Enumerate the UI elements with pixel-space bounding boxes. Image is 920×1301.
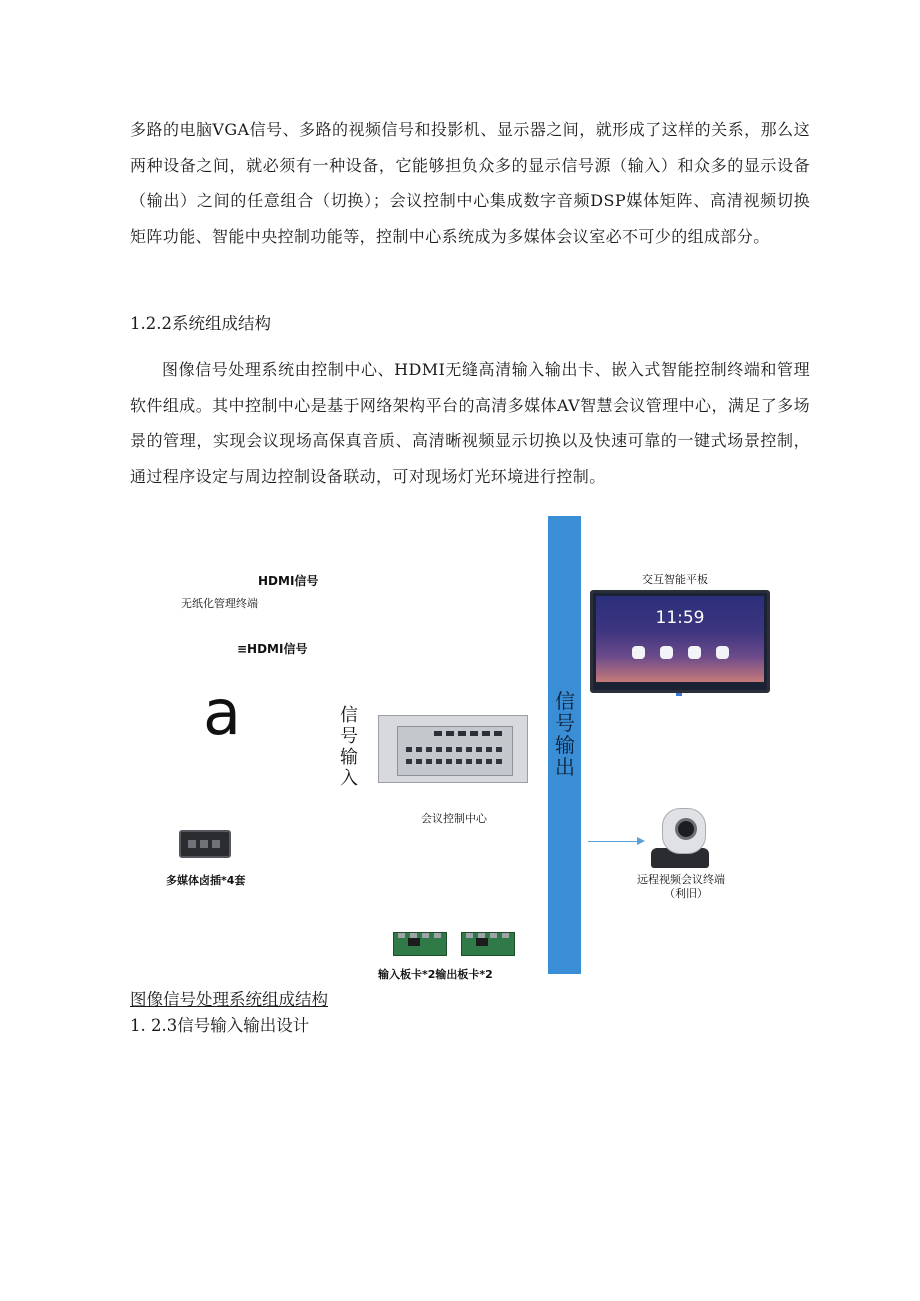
app-icon (632, 646, 645, 659)
remote-terminal-label: 远程视频会议终端 (637, 873, 725, 886)
control-center-device-image (378, 715, 528, 783)
panel-key (466, 759, 472, 764)
signal-output-label: 信号输出 (555, 689, 575, 779)
card-port (398, 933, 405, 938)
panel-button (446, 731, 454, 736)
card-port (422, 933, 429, 938)
io-cards-label: 输入板卡*2输出板卡*2 (378, 968, 493, 981)
figure-caption: 图像信号处理系统组成结构 (130, 990, 328, 1009)
floor-box-port (200, 840, 208, 848)
output-card-image (461, 932, 515, 956)
panel-key (456, 759, 462, 764)
panel-key (426, 759, 432, 764)
smart-panel-indicator (676, 693, 682, 696)
smart-panel-image (590, 590, 770, 693)
card-port (466, 933, 473, 938)
panel-key (476, 747, 482, 752)
app-icon (716, 646, 729, 659)
panel-button (482, 731, 490, 736)
panel-key (466, 747, 472, 752)
paragraph-system-composition: 图像信号处理系统由控制中心、HDMI无缝高清输入输出卡、嵌入式智能控制终端和管理软件组成。其中控制中心是基于网络架构平台的高清多媒体AV智慧会议管理中心，满足了多场景的管理，实现会议现场高保真音质、高清晰视频显示切换以及快速可靠的一键式场景控制，通过程序设定与周边控制设备联动，可对现场灯光环境进行控制。 (130, 360, 810, 486)
panel-button (458, 731, 466, 736)
panel-key (446, 759, 452, 764)
control-center-front-panel (397, 726, 513, 776)
panel-key (416, 759, 422, 764)
panel-key (476, 759, 482, 764)
panel-key (496, 759, 502, 764)
panel-key (416, 747, 422, 752)
smart-panel-screen (596, 596, 764, 682)
signal-input-label: 信号输入 (340, 705, 358, 789)
panel-key (436, 747, 442, 752)
card-port (490, 933, 497, 938)
panel-key (486, 747, 492, 752)
arrow-head-icon (637, 837, 645, 845)
camera-lens-icon (675, 818, 697, 840)
control-center-label: 会议控制中心 (421, 812, 487, 825)
app-icon (688, 646, 701, 659)
panel-button (434, 731, 442, 736)
panel-key (496, 747, 502, 752)
panel-key (406, 747, 412, 752)
system-structure-diagram (0, 500, 920, 1000)
panel-key (406, 759, 412, 764)
floor-box-port (212, 840, 220, 848)
arrow-line (588, 841, 640, 842)
panel-key (436, 759, 442, 764)
card-port (434, 933, 441, 938)
remote-terminal-sublabel: （利旧） (664, 887, 708, 900)
hdmi-signal-label: HDMI信号 (258, 574, 319, 588)
smart-panel-label: 交互智能平板 (642, 573, 708, 586)
panel-key (446, 747, 452, 752)
card-chip (408, 938, 420, 946)
panel-key (486, 759, 492, 764)
card-chip (476, 938, 488, 946)
floor-box-label: 多媒体卤插*4套 (166, 874, 246, 887)
section-heading-1-2-2: 1.2.2系统组成结构 (130, 314, 271, 333)
hdmi-signal-label-2: ≡HDMI信号 (237, 642, 308, 656)
panel-key (426, 747, 432, 752)
card-port (502, 933, 509, 938)
paragraph-intro: 多路的电脑VGA信号、多路的视频信号和投影机、显示器之间，就形成了这样的关系，那么这两种设备之间，就必须有一种设备，它能够担负众多的显示信号源（输入）和众多的显示设备（输出）之间的任意组合（切换）；会议控制中心集成数字音频DSP媒体矩阵、高清视频切换矩阵功能、智能中央控制功能等，控制中心系统成为多媒体会议室必不可少的组成部分。 (130, 120, 810, 246)
panel-button (470, 731, 478, 736)
section-heading-1-2-3: 1. 2.3信号输入输出设计 (130, 1016, 310, 1035)
glyph-a: a (203, 676, 241, 749)
floor-box-image (179, 830, 231, 858)
panel-key (456, 747, 462, 752)
floor-box-port (188, 840, 196, 848)
panel-button (494, 731, 502, 736)
paperless-terminal-label: 无纸化管理终端 (181, 597, 258, 610)
input-card-image (393, 932, 447, 956)
smart-panel-clock: 11:59 (655, 608, 705, 628)
app-icon (660, 646, 673, 659)
